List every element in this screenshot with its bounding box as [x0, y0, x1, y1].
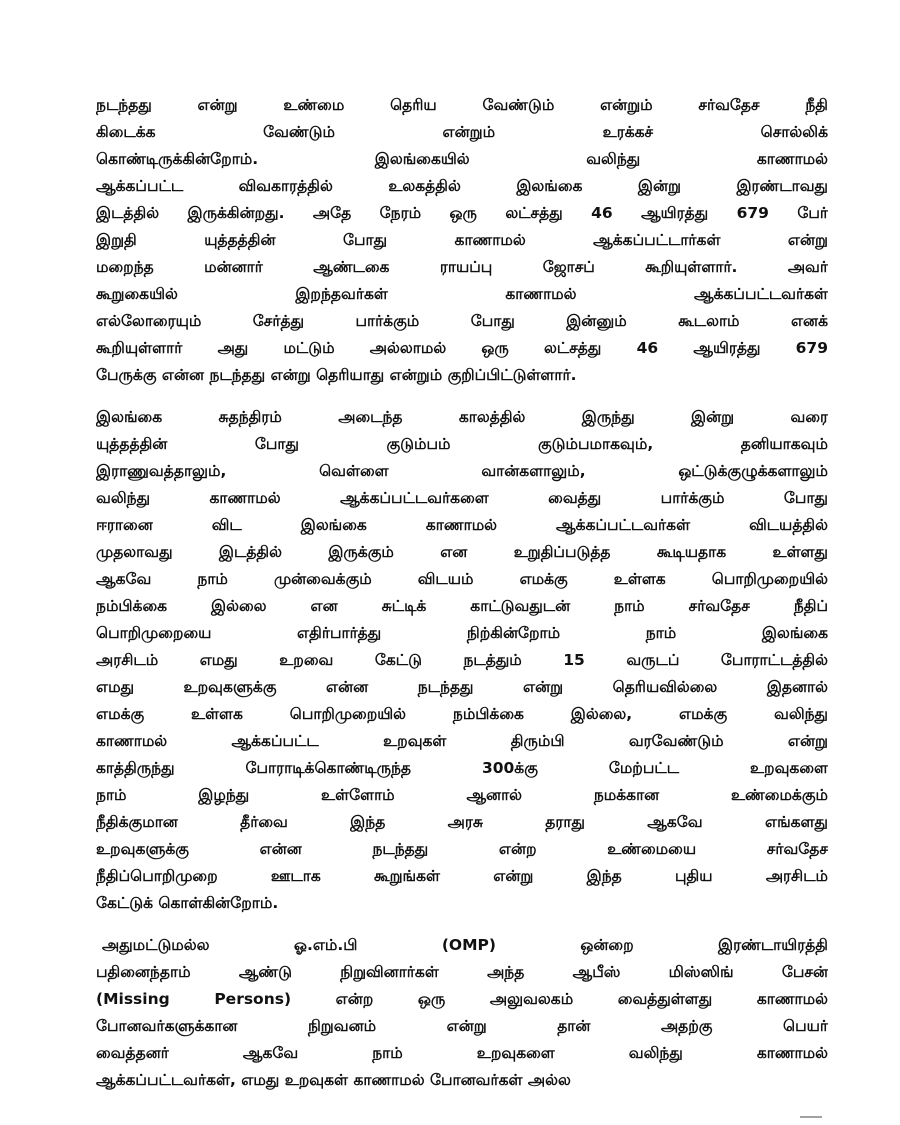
- paragraph-3: [96, 932, 828, 1094]
- text-line: பொறிமுறையை எதிர்பார்த்து நிற்கின்றோம் நாம் இலங்கை: [96, 624, 828, 642]
- text-line: காத்திருந்து போராடிக்கொண்டிருந்த 300க்கு மேற்பட்ட உறவுகளை: [96, 759, 828, 777]
- scan-artifact: [800, 1116, 822, 1118]
- text-line: எமது உறவுகளுக்கு என்ன நடந்தது என்று தெரியவில்லை இதனால்: [96, 678, 828, 696]
- text-line: நடந்தது என்று உண்மை தெரிய வேண்டும் என்றும் சர்வதேச நீதி: [96, 96, 828, 114]
- text-line: மறைந்த மன்னார் ஆண்டகை ராயப்பு ஜோசப் கூறியுள்ளார். அவர்: [96, 258, 828, 276]
- text-line: நாம் இழந்து உள்ளோம் ஆனால் நமக்கான உண்மைக்கும்: [96, 786, 828, 804]
- document-page: [96, 92, 828, 1109]
- text-line: வலிந்து காணாமல் ஆக்கப்பட்டவர்களை வைத்து பார்க்கும் போது: [96, 489, 828, 507]
- text-line: காணாமல் ஆக்கப்பட்ட உறவுகள் திரும்பி வரவேண்டும் என்று: [96, 732, 828, 750]
- text-line: ஆகவே நாம் முன்வைக்கும் விடயம் எமக்கு உள்ளக பொறிமுறையில்: [96, 570, 828, 588]
- text-line: கூறுகையில் இறந்தவர்கள் காணாமல் ஆக்கப்பட்டவர்கள்: [96, 285, 828, 303]
- text-line: நம்பிக்கை இல்லை என சுட்டிக் காட்டுவதுடன் நாம் சர்வதேச நீதிப்: [96, 597, 828, 615]
- paragraph-1: [96, 92, 828, 389]
- text-line: இலங்கை சுதந்திரம் அடைந்த காலத்தில் இருந்து இன்று வரை: [96, 408, 828, 426]
- text-line: ஈரானை விட இலங்கை காணாமல் ஆக்கப்பட்டவர்கள் விடயத்தில்: [96, 516, 828, 534]
- text-line: பேருக்கு என்ன நடந்தது என்று தெரியாது என்றும் குறிப்பிட்டுள்ளார்.: [96, 366, 577, 384]
- text-line: கொண்டிருக்கின்றோம். இலங்கையில் வலிந்து காணாமல்: [96, 150, 828, 168]
- text-line: இடத்தில் இருக்கின்றது. அதே நேரம் ஒரு லட்சத்து 46 ஆயிரத்து 679 பேர்: [96, 204, 828, 222]
- text-line: யுத்தத்தின் போது குடும்பம் குடும்பமாகவும், தனியாகவும்: [96, 435, 828, 453]
- text-line: நீதிப்பொறிமுறை ஊடாக கூறுங்கள் என்று இந்த புதிய அரசிடம்: [96, 867, 828, 885]
- text-line: எமக்கு உள்ளக பொறிமுறையில் நம்பிக்கை இல்லை, எமக்கு வலிந்து: [96, 705, 828, 723]
- text-line: உறவுகளுக்கு என்ன நடந்தது என்ற உண்மையை சர்வதேச: [96, 840, 828, 858]
- text-line: எல்லோரையும் சேர்த்து பார்க்கும் போது இன்னும் கூடலாம் எனக்: [96, 312, 828, 330]
- text-line: அதுமட்டுமல்ல ஓ.எம்.பி (OMP) ஒன்றை இரண்டாயிரத்தி: [102, 936, 828, 954]
- text-line: ஆக்கப்பட்ட விவகாரத்தில் உலகத்தில் இலங்கை இன்று இரண்டாவது: [96, 177, 828, 195]
- text-line: (Missing Persons) என்ற ஒரு அலுவலகம் வைத்துள்ளது காணாமல்: [96, 990, 828, 1008]
- text-line: கிடைக்க வேண்டும் என்றும் உரக்கச் சொல்லிக்: [96, 123, 828, 141]
- text-line: முதலாவது இடத்தில் இருக்கும் என உறுதிப்படுத்த கூடியதாக உள்ளது: [96, 543, 828, 561]
- text-line: வைத்தனர் ஆகவே நாம் உறவுகளை வலிந்து காணாமல்: [96, 1044, 828, 1062]
- text-line: கேட்டுக் கொள்கின்றோம்.: [96, 894, 279, 912]
- text-line: இறுதி யுத்தத்தின் போது காணாமல் ஆக்கப்பட்டார்கள் என்று: [96, 231, 828, 249]
- text-line: இராணுவத்தாலும், வெள்ளை வான்களாலும், ஒட்டுக்குழுக்களாலும்: [96, 462, 828, 480]
- text-line: கூறியுள்ளார் அது மட்டும் அல்லாமல் ஒரு லட்சத்து 46 ஆயிரத்து 679: [96, 339, 828, 357]
- text-line: நீதிக்குமான தீர்வை இந்த அரசு தராது ஆகவே எங்களது: [96, 813, 828, 831]
- paragraph-2: [96, 404, 828, 917]
- text-line: போனவர்களுக்கான நிறுவனம் என்று தான் அதற்கு பெயர்: [96, 1017, 828, 1035]
- text-line: பதினைந்தாம் ஆண்டு நிறுவினார்கள் அந்த ஆபீஸ் மிஸ்ஸிங் பேசன்: [96, 963, 828, 981]
- text-line: அரசிடம் எமது உறவை கேட்டு நடத்தும் 15 வருடப் போராட்டத்தில்: [96, 651, 828, 669]
- text-line: ஆக்கப்பட்டவர்கள், எமது உறவுகள் காணாமல் போனவர்கள் அல்ல: [96, 1071, 571, 1089]
